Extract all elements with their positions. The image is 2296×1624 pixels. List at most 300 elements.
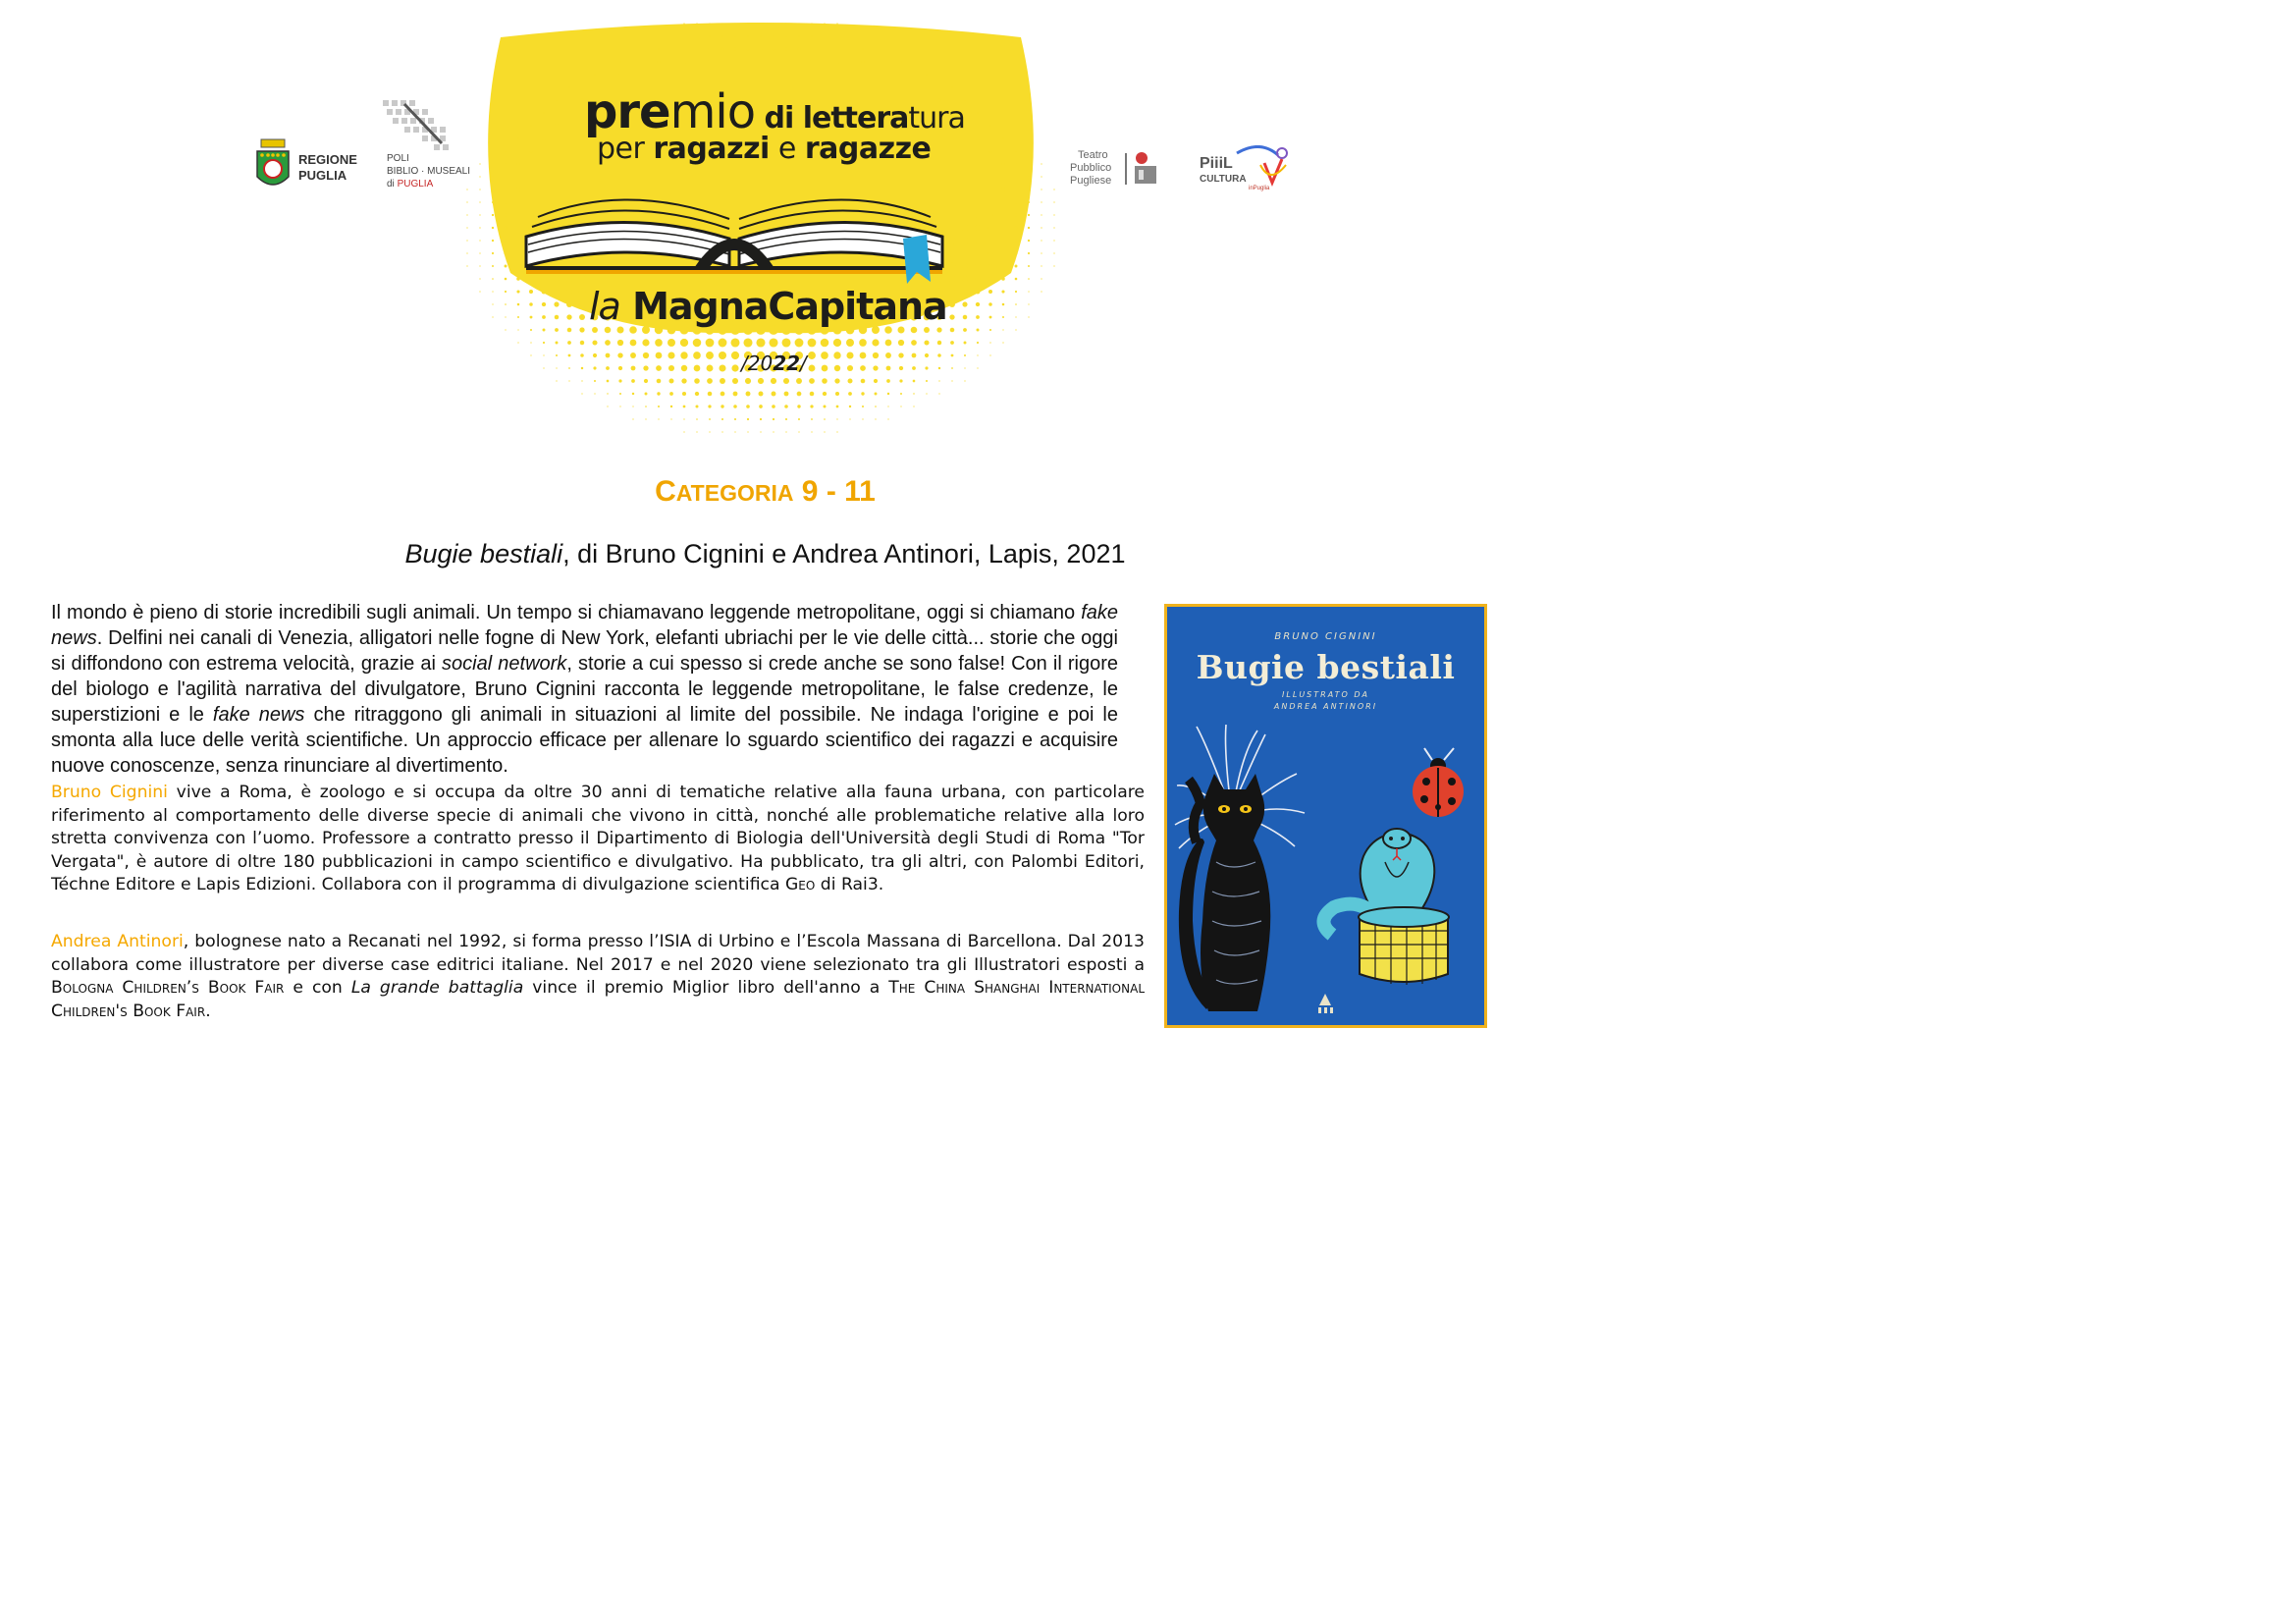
halftone-dot — [912, 366, 916, 370]
halftone-dot — [556, 86, 557, 87]
halftone-dot — [1028, 201, 1030, 203]
book-title: Bugie bestiali — [404, 539, 563, 568]
halftone-dot — [821, 339, 829, 348]
halftone-dot — [733, 392, 738, 397]
halftone-dot — [733, 47, 736, 50]
halftone-dot — [568, 380, 569, 381]
halftone-dot — [530, 342, 531, 343]
halftone-dot — [517, 112, 518, 113]
halftone-dot — [1014, 239, 1017, 242]
halftone-dot — [772, 47, 774, 50]
halftone-dot — [696, 35, 697, 36]
halftone-dot — [1014, 226, 1017, 229]
halftone-dot — [926, 74, 928, 76]
teatro-mask-icon — [1131, 149, 1160, 185]
halftone-dot — [977, 112, 979, 114]
halftone-dot — [683, 431, 684, 432]
halftone-dot — [667, 339, 675, 347]
halftone-dot — [683, 48, 686, 51]
halftone-dot — [732, 378, 738, 384]
halftone-dot — [517, 342, 518, 343]
halftone-dot — [683, 418, 684, 419]
halftone-dot — [962, 263, 968, 269]
halftone-dot — [492, 201, 494, 203]
halftone-dot — [1028, 137, 1029, 138]
halftone-dot — [1028, 278, 1030, 280]
halftone-dot — [669, 60, 673, 64]
halftone-dot — [760, 35, 762, 37]
book-cover-image — [1164, 604, 1487, 1028]
halftone-dot — [683, 35, 684, 36]
halftone-dot — [900, 61, 902, 63]
halftone-dot — [976, 149, 980, 153]
halftone-dot — [733, 405, 737, 408]
halftone-dot — [773, 431, 774, 432]
halftone-dot — [504, 213, 507, 216]
logo-title-line1: premio di letteratura — [584, 84, 965, 139]
teatro-label-line3: Pugliese — [1070, 175, 1112, 187]
halftone-dot — [873, 365, 878, 370]
halftone-dot — [925, 353, 929, 357]
halftone-dot — [505, 125, 506, 126]
halftone-dot — [542, 315, 546, 319]
halftone-dot — [1028, 150, 1029, 151]
halftone-dot — [694, 365, 701, 372]
halftone-dot — [860, 365, 866, 371]
halftone-dot — [1001, 290, 1004, 293]
halftone-dot — [707, 365, 714, 372]
halftone-dot — [849, 35, 850, 36]
halftone-dot — [593, 353, 597, 357]
halftone-dot — [504, 200, 507, 203]
halftone-dot — [1053, 201, 1054, 202]
halftone-dot — [479, 176, 480, 177]
halftone-dot — [784, 392, 789, 397]
halftone-dot — [730, 338, 739, 347]
halftone-dot — [808, 339, 817, 348]
halftone-dot — [949, 289, 955, 295]
halftone-dot — [581, 74, 582, 75]
halftone-dot — [1001, 175, 1005, 179]
halftone-dot — [811, 418, 813, 420]
halftone-dot — [977, 342, 979, 344]
halftone-dot — [823, 405, 826, 407]
halftone-dot — [505, 265, 507, 268]
halftone-dot — [1053, 265, 1054, 266]
halftone-dot — [709, 23, 710, 24]
halftone-dot — [964, 342, 967, 345]
category-heading: CATEGORIA 9 - 11 — [655, 475, 876, 508]
halftone-dot — [643, 352, 649, 358]
halftone-dot — [836, 431, 837, 432]
halftone-dot — [568, 99, 571, 102]
halftone-dot — [492, 137, 493, 138]
halftone-dot — [963, 315, 968, 320]
halftone-dot — [848, 392, 852, 396]
halftone-dot — [709, 35, 711, 37]
halftone-dot — [492, 189, 494, 190]
halftone-dot — [479, 201, 480, 202]
halftone-dot — [578, 288, 585, 295]
halftone-dot — [886, 73, 890, 77]
halftone-dot — [759, 47, 762, 50]
halftone-dot — [824, 23, 825, 24]
logo-title-line2: per ragazzi e ragazze — [597, 132, 932, 166]
halftone-dot — [1015, 291, 1017, 293]
halftone-dot — [808, 352, 816, 359]
halftone-dot — [567, 111, 571, 115]
halftone-dot — [962, 276, 968, 282]
halftone-dot — [529, 290, 533, 294]
halftone-dot — [836, 23, 837, 24]
halftone-dot — [1001, 277, 1005, 281]
halftone-dot — [1028, 291, 1029, 292]
halftone-dot — [862, 35, 863, 36]
halftone-dot — [989, 112, 990, 113]
halftone-dot — [862, 406, 864, 407]
halftone-dot — [746, 47, 749, 50]
halftone-dot — [1015, 316, 1016, 317]
halftone-dot — [988, 302, 992, 306]
halftone-dot — [581, 86, 583, 88]
halftone-dot — [797, 47, 800, 50]
halftone-dot — [1002, 329, 1003, 330]
halftone-dot — [988, 250, 992, 255]
halftone-dot — [632, 418, 633, 419]
halftone-dot — [975, 225, 981, 231]
halftone-dot — [822, 365, 828, 372]
halftone-dot — [962, 225, 969, 232]
halftone-dot — [760, 418, 762, 420]
halftone-dot — [862, 48, 864, 50]
halftone-dot — [797, 392, 802, 397]
halftone-dot — [645, 48, 646, 49]
halftone-dot — [1002, 303, 1005, 306]
halftone-dot — [695, 392, 699, 396]
halftone-dot — [810, 60, 814, 64]
halftone-dot — [949, 314, 954, 319]
halftone-dot — [951, 380, 952, 381]
halftone-dot — [606, 366, 610, 370]
author-bio: Bruno Cignini vive a Roma, è zoologo e si occupa da oltre 30 anni di tematiche relative alla fauna urbana, con particolare riferimento al comportamento delle diverse specie di animali che vivono in città, nonché alle problematiche relative alla loro stretta convivenza con l’uomo. Professore a contratto presso il Dipartimento di Biologia dell'Università degli Studi di Roma "Tor Vergata", è autore di oltre 180 pubblicazioni in campo scientifico e divulgativo. Ha pubblicato, tra gli altri, con Palombi Editori, Téchne Editore e Lapis Edizioni. Collabora con il programma di divulgazione scientifica Geo di Rai3. — [51, 783, 1145, 895]
halftone-dot — [743, 338, 752, 347]
halftone-dot — [989, 354, 990, 355]
halftone-dot — [1028, 214, 1030, 216]
halftone-dot — [784, 47, 787, 50]
halftone-dot — [887, 61, 889, 63]
halftone-dot — [911, 340, 917, 346]
halftone-dot — [1015, 278, 1018, 281]
halftone-dot — [925, 366, 928, 369]
halftone-dot — [618, 379, 621, 382]
halftone-dot — [632, 61, 634, 63]
halftone-dot — [938, 61, 939, 62]
halftone-dot — [988, 277, 992, 281]
halftone-dot — [769, 338, 777, 347]
halftone-dot — [964, 380, 965, 381]
halftone-dot — [875, 406, 877, 407]
halftone-dot — [693, 339, 702, 348]
halftone-dot — [1028, 316, 1029, 317]
halftone-dot — [938, 380, 939, 381]
halftone-dot — [988, 264, 993, 269]
halftone-dot — [479, 214, 480, 215]
halftone-dot — [579, 301, 586, 308]
piiil-label-line2: CULTURA — [1200, 174, 1247, 185]
halftone-dot — [926, 393, 927, 394]
halftone-dot — [1028, 252, 1030, 254]
halftone-dot — [798, 35, 800, 37]
piiil-label-line3: inPuglia — [1249, 186, 1270, 191]
halftone-dot — [977, 99, 978, 100]
halftone-dot — [579, 314, 585, 320]
halftone-dot — [566, 289, 572, 295]
regione-label-line2: PUGLIA — [298, 168, 347, 183]
halftone-dot — [466, 265, 467, 266]
teatro-pubblico-pugliese-logo — [1070, 149, 1168, 193]
halftone-dot — [619, 61, 621, 63]
halftone-dot — [1028, 189, 1030, 190]
halftone-dot — [479, 278, 480, 279]
halftone-dot — [773, 35, 774, 37]
halftone-dot — [555, 315, 560, 320]
halftone-dot — [542, 302, 546, 306]
halftone-dot — [977, 86, 978, 87]
halftone-dot — [670, 48, 672, 50]
halftone-dot — [568, 86, 570, 88]
halftone-dot — [606, 353, 611, 358]
halftone-dot — [988, 149, 991, 152]
halftone-dot — [836, 35, 837, 36]
halftone-dot — [926, 380, 928, 382]
halftone-dot — [1015, 176, 1018, 179]
halftone-dot — [760, 23, 761, 24]
halftone-dot — [938, 367, 940, 369]
illustrator-name: Andrea Antinori — [51, 932, 184, 951]
halftone-dot — [667, 352, 674, 358]
halftone-dot — [505, 329, 506, 330]
halftone-dot — [989, 125, 991, 127]
halftone-dot — [773, 23, 774, 24]
halftone-dot — [708, 47, 711, 50]
piiil-swoosh-icon — [1221, 145, 1290, 189]
halftone-dot — [668, 365, 674, 371]
halftone-dot — [479, 252, 480, 253]
poli-label-line1: POLI — [387, 153, 409, 164]
halftone-dot — [504, 239, 507, 242]
halftone-dot — [504, 226, 507, 229]
halftone-dot — [581, 380, 582, 381]
halftone-dot — [607, 380, 610, 383]
halftone-dot — [479, 163, 480, 164]
halftone-dot — [885, 340, 892, 347]
halftone-dot — [556, 367, 557, 368]
halftone-dot — [951, 367, 953, 369]
halftone-dot — [747, 23, 748, 24]
halftone-dot — [988, 225, 992, 230]
halftone-dot — [505, 291, 507, 293]
halftone-dot — [554, 289, 560, 295]
cover-publisher-icon — [1318, 994, 1333, 1013]
halftone-dot — [706, 352, 714, 359]
halftone-dot — [543, 342, 545, 344]
halftone-dot — [796, 378, 802, 384]
halftone-dot — [874, 379, 878, 383]
halftone-dot — [492, 291, 493, 292]
halftone-dot — [975, 238, 981, 244]
cover-ladybug-figure — [1413, 748, 1464, 817]
halftone-dot — [466, 240, 467, 241]
halftone-dot — [1015, 303, 1017, 305]
halftone-dot — [1053, 240, 1054, 241]
halftone-dot — [811, 431, 812, 432]
halftone-dot — [977, 367, 978, 368]
halftone-dot — [492, 303, 493, 304]
halftone-dot — [1001, 162, 1004, 165]
halftone-dot — [719, 352, 726, 359]
halftone-dot — [988, 212, 992, 217]
halftone-dot — [618, 73, 621, 76]
halftone-dot — [1002, 137, 1004, 139]
halftone-dot — [824, 35, 825, 36]
halftone-dot — [505, 150, 507, 152]
halftone-dot — [517, 150, 519, 152]
halftone-dot — [658, 35, 659, 36]
halftone-dot — [580, 341, 584, 345]
halftone-dot — [849, 418, 850, 419]
halftone-dot — [721, 47, 723, 50]
halftone-dot — [721, 392, 725, 397]
halftone-dot — [1014, 200, 1017, 203]
regione-label-line1: REGIONE — [298, 152, 357, 167]
halftone-dot — [975, 212, 981, 218]
halftone-dot — [642, 339, 649, 346]
halftone-dot — [822, 378, 828, 384]
halftone-dot — [683, 23, 684, 24]
halftone-dot — [1002, 342, 1003, 343]
halftone-dot — [644, 379, 648, 383]
halftone-dot — [656, 365, 662, 371]
halftone-dot — [1014, 213, 1017, 216]
halftone-dot — [530, 112, 531, 113]
halftone-dot — [466, 227, 467, 228]
halftone-dot — [836, 418, 837, 419]
halftone-dot — [617, 352, 622, 357]
halftone-dot — [760, 431, 761, 432]
halftone-dot — [951, 354, 954, 357]
halftone-dot — [479, 265, 480, 266]
halftone-dot — [977, 354, 978, 355]
halftone-dot — [567, 341, 571, 345]
halftone-dot — [695, 60, 699, 64]
halftone-dot — [784, 405, 788, 408]
halftone-dot — [975, 263, 981, 269]
halftone-dot — [913, 61, 914, 62]
halftone-dot — [859, 339, 867, 347]
halftone-dot — [631, 366, 636, 371]
halftone-dot — [1002, 150, 1004, 152]
halftone-dot — [924, 340, 929, 345]
halftone-dot — [505, 163, 507, 165]
halftone-dot — [669, 379, 674, 384]
halftone-dot — [836, 406, 839, 408]
halftone-dot — [861, 60, 864, 63]
halftone-dot — [1001, 264, 1005, 268]
halftone-dot — [949, 301, 955, 307]
halftone-dot — [466, 214, 467, 215]
halftone-dot — [492, 150, 493, 151]
halftone-dot — [632, 393, 634, 395]
halftone-dot — [708, 405, 711, 407]
halftone-dot — [977, 329, 980, 332]
halftone-dot — [847, 365, 853, 371]
halftone-dot — [556, 342, 559, 345]
halftone-dot — [848, 60, 852, 64]
halftone-dot — [824, 418, 826, 420]
halftone-dot — [567, 328, 572, 333]
halftone-dot — [785, 23, 786, 24]
halftone-dot — [555, 328, 559, 332]
halftone-dot — [912, 353, 917, 358]
halftone-dot — [1028, 303, 1029, 304]
halftone-dot — [989, 342, 990, 343]
halftone-dot — [885, 352, 891, 358]
halftone-dot — [695, 405, 698, 407]
halftone-dot — [849, 48, 851, 50]
halftone-dot — [886, 366, 891, 371]
halftone-dot — [505, 278, 507, 281]
halftone-dot — [938, 393, 939, 394]
halftone-dot — [810, 47, 813, 50]
cover-author: BRUNO CIGNINI — [1274, 631, 1377, 642]
halftone-dot — [874, 73, 878, 77]
halftone-dot — [658, 406, 660, 407]
halftone-dot — [492, 227, 494, 229]
halftone-dot — [1028, 176, 1029, 177]
halftone-dot — [913, 393, 914, 394]
halftone-dot — [772, 405, 775, 408]
halftone-dot — [875, 48, 876, 49]
author-name: Bruno Cignini — [51, 783, 168, 802]
halftone-dot — [721, 418, 723, 420]
halftone-dot — [681, 365, 687, 371]
halftone-dot — [618, 366, 622, 370]
halftone-dot — [605, 340, 611, 346]
halftone-dot — [758, 378, 764, 384]
cover-basket-figure — [1359, 907, 1449, 985]
halftone-dot — [492, 316, 493, 317]
halftone-dot — [466, 201, 467, 202]
halftone-dot — [693, 352, 701, 359]
halftone-dot — [962, 289, 968, 295]
halftone-dot — [581, 61, 582, 62]
halftone-dot — [1001, 226, 1005, 230]
halftone-dot — [721, 431, 722, 432]
halftone-dot — [568, 74, 569, 75]
halftone-dot — [696, 431, 697, 432]
halftone-dot — [643, 365, 648, 370]
halftone-dot — [709, 418, 711, 420]
regione-puglia-crest-icon — [253, 137, 293, 194]
halftone-dot — [975, 276, 980, 281]
halftone-dot — [594, 61, 595, 62]
halftone-dot — [630, 340, 637, 347]
halftone-dot — [670, 35, 671, 36]
halftone-dot — [581, 367, 583, 369]
halftone-dot — [657, 60, 660, 63]
halftone-dot — [975, 250, 981, 256]
halftone-dot — [593, 366, 596, 369]
